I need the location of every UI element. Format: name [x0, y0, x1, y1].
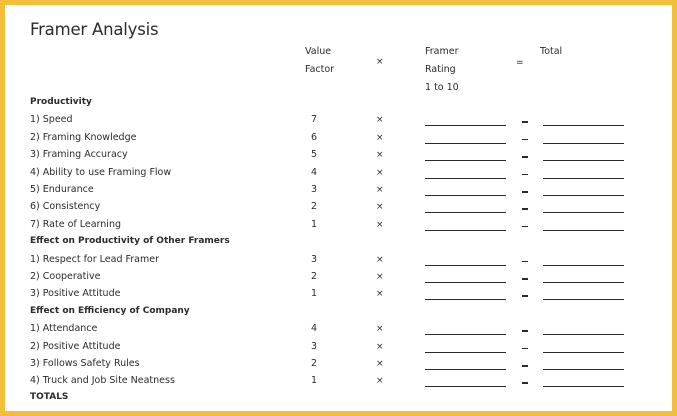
- total-blank[interactable]: [543, 160, 624, 161]
- equals-mark: [522, 382, 528, 384]
- criterion-label: 1) Speed: [30, 114, 73, 126]
- equals-mark: [522, 208, 528, 210]
- value-factor: 5: [310, 149, 318, 161]
- total-blank[interactable]: [543, 334, 624, 335]
- criterion-label: 1) Attendance: [30, 323, 98, 335]
- value-factor: 3: [310, 184, 318, 195]
- criterion-label: 2) Positive Attitude: [30, 340, 121, 352]
- times-symbol: ×: [376, 272, 384, 282]
- total-blank[interactable]: [543, 230, 624, 231]
- value-factor-header-line2: Factor: [305, 64, 335, 75]
- framer-rating-header-line1: Framer: [425, 46, 459, 57]
- framer-rating-header: [425, 43, 459, 97]
- times-symbol: ×: [376, 115, 384, 126]
- value-factor: 7: [310, 114, 318, 126]
- framer-rating-blank[interactable]: [425, 299, 506, 300]
- value-factor: 2: [310, 358, 318, 369]
- criterion-label: 5) Endurance: [30, 184, 94, 195]
- equals-mark: [522, 278, 528, 280]
- criterion-label: 1) Respect for Lead Framer: [30, 253, 160, 265]
- equals-mark: [522, 330, 528, 332]
- total-header: Total: [540, 46, 563, 57]
- equals-mark: [522, 121, 528, 123]
- section-heading: Effect on Productivity of Other Framers: [30, 236, 230, 247]
- value-factor: 6: [310, 131, 318, 143]
- equals-symbol-header: =: [516, 58, 524, 68]
- criterion-label: 3) Framing Accuracy: [30, 149, 128, 161]
- framer-rating-blank[interactable]: [425, 195, 506, 196]
- total-blank[interactable]: [543, 178, 624, 179]
- equals-mark: [522, 365, 528, 367]
- total-blank[interactable]: [543, 212, 624, 213]
- section-heading: Effect on Efficiency of Company: [30, 305, 190, 316]
- value-factor: 4: [310, 323, 318, 335]
- criterion-label: 2) Cooperative: [30, 271, 101, 282]
- value-factor: 3: [310, 340, 318, 352]
- framer-rating-blank[interactable]: [425, 212, 506, 213]
- page-title: Framer Analysis: [30, 20, 159, 39]
- section-heading: Productivity: [30, 97, 92, 107]
- framer-rating-blank[interactable]: [425, 386, 506, 387]
- framer-rating-blank[interactable]: [425, 352, 506, 353]
- value-factor: 4: [310, 166, 318, 178]
- criterion-label: 6) Consistency: [30, 201, 101, 213]
- total-blank[interactable]: [543, 282, 624, 283]
- equals-mark: [522, 348, 528, 350]
- total-blank[interactable]: [543, 299, 624, 300]
- value-factor: 1: [310, 218, 318, 230]
- framer-rating-blank[interactable]: [425, 160, 506, 161]
- equals-mark: [522, 174, 528, 176]
- times-symbol: ×: [376, 254, 384, 265]
- times-symbol: ×: [376, 289, 384, 300]
- times-symbol: ×: [376, 150, 384, 161]
- equals-mark: [522, 295, 528, 297]
- total-blank[interactable]: [543, 195, 624, 196]
- framer-rating-blank[interactable]: [425, 369, 506, 370]
- equals-mark: [522, 191, 528, 193]
- equals-mark: [522, 261, 528, 263]
- criterion-label: 2) Framing Knowledge: [30, 131, 137, 143]
- value-factor: 2: [310, 271, 318, 282]
- equals-mark: [522, 139, 528, 141]
- criterion-label: 7) Rate of Learning: [30, 218, 121, 230]
- framer-rating-blank[interactable]: [425, 178, 506, 179]
- times-symbol: ×: [376, 341, 384, 352]
- value-factor: 3: [310, 253, 318, 265]
- times-symbol: ×: [376, 219, 384, 230]
- criterion-label: 3) Follows Safety Rules: [30, 358, 140, 369]
- times-symbol: ×: [376, 324, 384, 335]
- criterion-label: 4) Ability to use Framing Flow: [30, 166, 172, 178]
- value-factor: 2: [310, 201, 318, 213]
- value-factor: 1: [310, 375, 318, 387]
- total-blank[interactable]: [543, 386, 624, 387]
- value-factor: 1: [310, 288, 318, 300]
- framer-rating-blank[interactable]: [425, 334, 506, 335]
- total-blank[interactable]: [543, 352, 624, 353]
- equals-mark: [522, 226, 528, 228]
- times-symbol: ×: [376, 185, 384, 195]
- framer-rating-blank[interactable]: [425, 143, 506, 144]
- framer-rating-blank[interactable]: [425, 282, 506, 283]
- total-blank[interactable]: [543, 265, 624, 266]
- criterion-label: 4) Truck and Job Site Neatness: [30, 375, 175, 387]
- times-symbol: ×: [376, 202, 384, 213]
- framer-rating-blank[interactable]: [425, 265, 506, 266]
- times-symbol: ×: [376, 132, 384, 143]
- framer-rating-blank[interactable]: [425, 125, 506, 126]
- times-symbol: ×: [376, 359, 384, 369]
- total-blank[interactable]: [543, 143, 624, 144]
- criterion-label: 3) Positive Attitude: [30, 288, 121, 300]
- times-symbol-header: ×: [376, 57, 384, 67]
- times-symbol: ×: [376, 376, 384, 387]
- value-factor-header-line1: Value: [305, 46, 332, 57]
- equals-mark: [522, 156, 528, 158]
- framer-rating-header-line3: 1 to 10: [425, 82, 459, 93]
- total-blank[interactable]: [543, 369, 624, 370]
- totals-label: TOTALS: [30, 392, 69, 402]
- framer-rating-blank[interactable]: [425, 230, 506, 231]
- value-factor-header: [305, 43, 334, 79]
- framer-rating-header-line2: Rating: [425, 64, 456, 75]
- times-symbol: ×: [376, 167, 384, 178]
- total-blank[interactable]: [543, 125, 624, 126]
